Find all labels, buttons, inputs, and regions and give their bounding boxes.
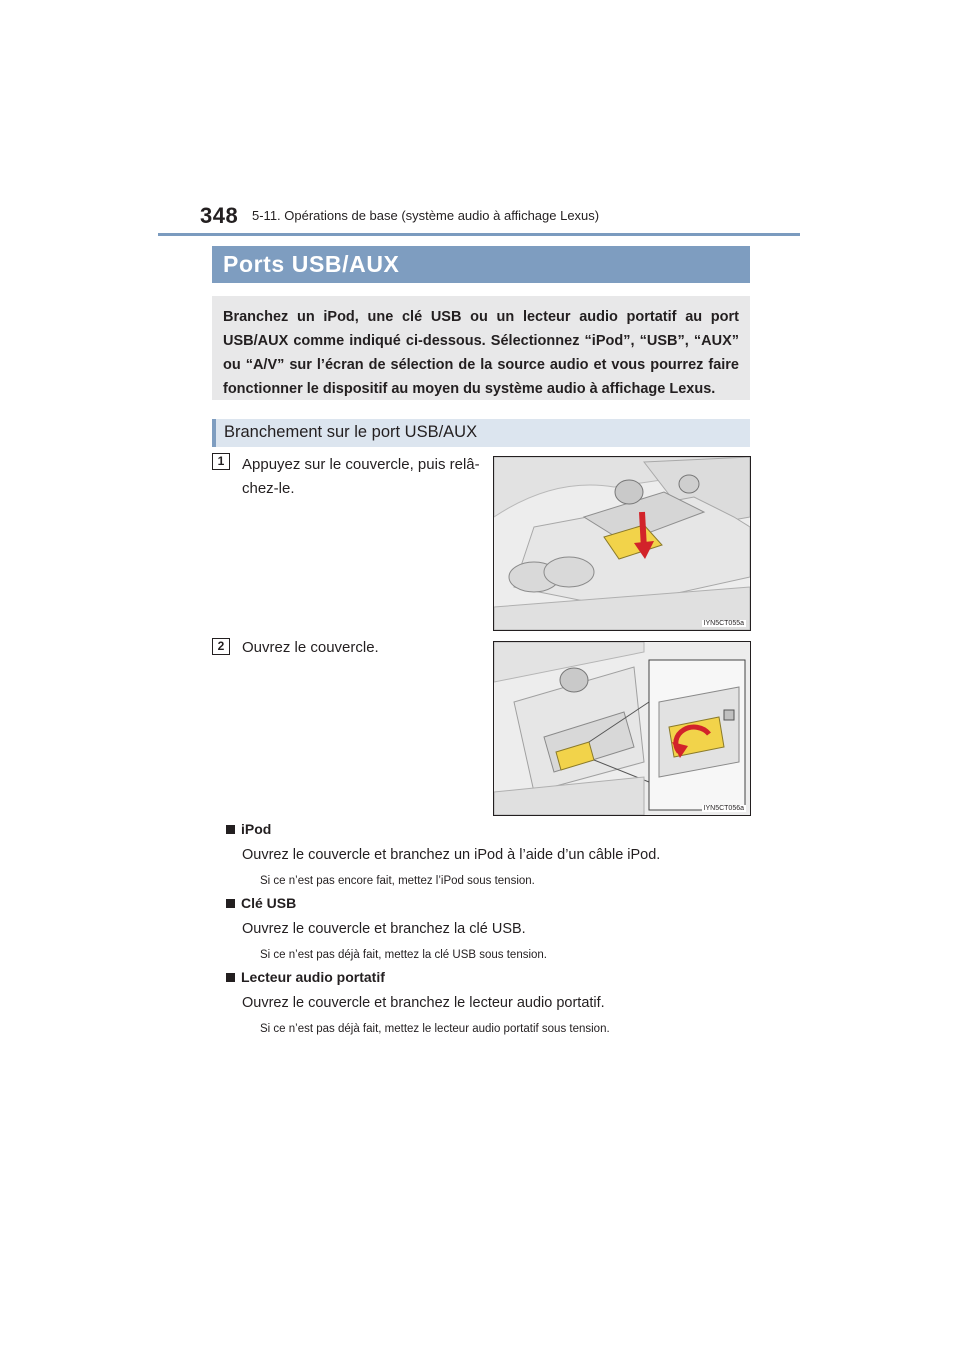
step-1-text [242, 453, 482, 501]
section-title: Ports USB/AUX [212, 246, 750, 283]
figure-open-cover [493, 641, 751, 816]
intro-box [212, 296, 750, 400]
item-portable-note: Si ce n’est pas déjà fait, mettez le lecteur audio portatif sous tension. [260, 1023, 610, 1035]
item-ipod-note: Si ce n’est pas encore fait, mettez l’iPod sous tension. [260, 875, 535, 887]
intro-text: Branchez un iPod, une clé USB ou un lecteur audio portatif au port USB/AUX comme indiqué ci-dessous. Sélectionnez “iPod”, “USB”, “AUX” ou “A/V” sur l’écran de sélection de la source audio et vous pourrez faire fonctionner le dispositif au moyen du système audio à affichage Lexus. [223, 309, 739, 397]
bullet-square-icon [226, 899, 235, 908]
figure-press-cover [493, 456, 751, 631]
item-ipod-title: iPod [226, 821, 271, 839]
bullet-square-icon [226, 825, 235, 834]
subsection-title: Branchement sur le port USB/AUX [212, 419, 750, 447]
item-usb-note: Si ce n’est pas déjà fait, mettez la clé USB sous tension. [260, 949, 548, 961]
item-usb-text: Ouvrez le couvercle et branchez la clé USB. [242, 921, 526, 937]
chapter-title: 5-11. Opérations de base (système audio à affichage Lexus) [252, 208, 600, 223]
step-number-2: 2 [212, 638, 230, 655]
figure-code-2: IYN5CT056a [703, 805, 744, 812]
step-1-line-2: chez-le. [242, 480, 295, 497]
step-1-line-1: Appuyez sur le couvercle, puis relâ- [242, 456, 480, 473]
item-portable-text: Ouvrez le couvercle et branchez le lecteur audio portatif. [242, 995, 605, 1011]
figure-code-1: IYN5CT055a [703, 620, 744, 627]
item-ipod-text: Ouvrez le couvercle et branchez un iPod à l’aide d’un câble iPod. [242, 847, 661, 863]
bullet-square-icon [226, 973, 235, 982]
header-rule [158, 233, 800, 236]
page-number: 348 [200, 203, 239, 228]
console-illustration-2 [494, 642, 750, 815]
step-number-1: 1 [212, 453, 230, 470]
item-usb-title: Clé USB [226, 895, 296, 913]
item-portable-title: Lecteur audio portatif [226, 969, 385, 987]
step-2-text: Ouvrez le couvercle. [242, 639, 379, 656]
console-illustration-1 [494, 457, 750, 630]
